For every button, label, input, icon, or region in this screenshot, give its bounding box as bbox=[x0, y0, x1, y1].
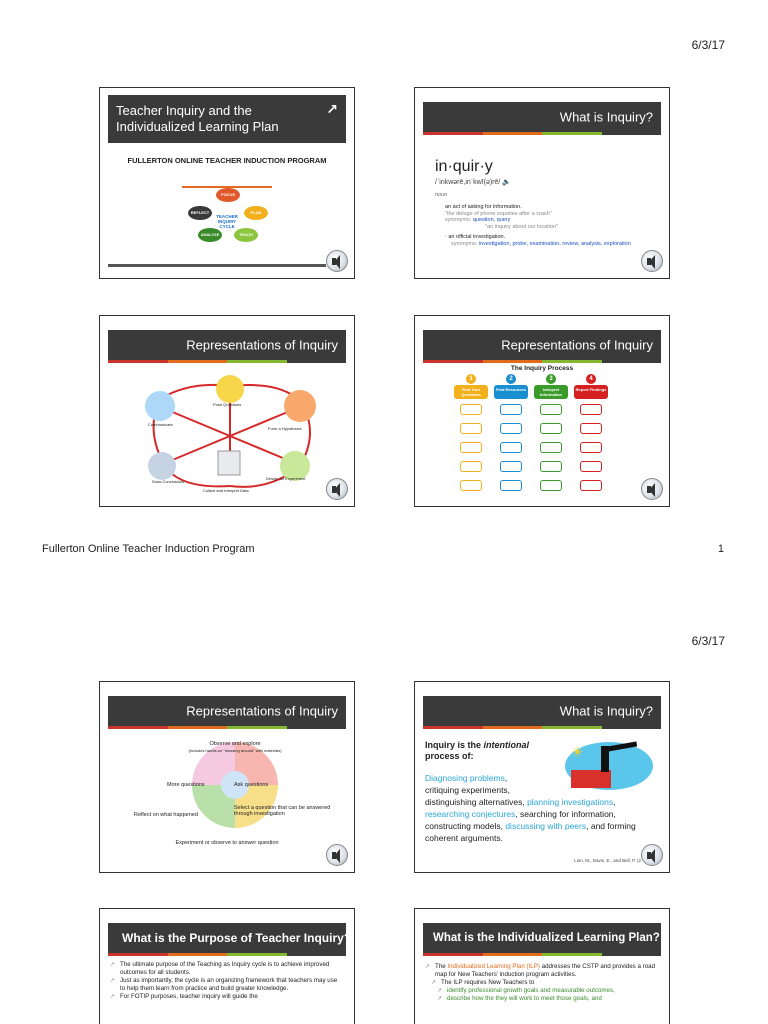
question-box bbox=[460, 461, 482, 472]
slide-title: What is Inquiry? bbox=[559, 703, 653, 719]
synonyms-2[interactable]: investigation, probe, examination, review, analysis, exploration bbox=[478, 240, 631, 247]
question-box bbox=[500, 442, 522, 453]
accent-stripe bbox=[108, 726, 346, 729]
part-of-speech: noun bbox=[435, 192, 448, 198]
arrow-up-right-icon: ↗ bbox=[326, 101, 338, 117]
definition-block: an act of asking for information. "the deluge of phone inquiries after a crash" synonyms: question, query "an inquiry about our location" · an official investigation. synonyms: investigation, probe, examination, review, analysis, exploration bbox=[445, 204, 655, 247]
page-date: 6/3/17 bbox=[691, 38, 725, 52]
question-box bbox=[460, 404, 482, 415]
step-header-1: Find Your Questions bbox=[454, 385, 488, 399]
page-footer-title: Fullerton Online Teacher Induction Program bbox=[42, 543, 255, 555]
definition-1: an act of asking for information. bbox=[445, 204, 522, 210]
slide-title-bar bbox=[108, 95, 346, 143]
slide-teacher-inquiry-title[interactable] bbox=[99, 87, 355, 279]
question-box bbox=[540, 480, 562, 491]
label-communicate: Communicate bbox=[148, 422, 173, 427]
slide-title: Representations of Inquiry bbox=[186, 703, 338, 719]
slide-representations-of-inquiry-2[interactable] bbox=[414, 315, 670, 507]
accent-stripe bbox=[423, 360, 661, 363]
teacher-inquiry-cycle-diagram bbox=[182, 188, 272, 256]
pronunciation: /ˈinkwərē,inˈkwī(ə)rē/ 🔈 bbox=[435, 179, 512, 186]
inquiry-process-list: Diagnosing problems, critiquing experiments, distinguishing alternatives, planning investigations, researching conjectures, searching for information, constructing models, discussing with peers, and forming coherent arguments. bbox=[425, 773, 636, 843]
synonyms-1[interactable]: question, query bbox=[472, 217, 511, 223]
question-box bbox=[460, 423, 482, 434]
slide-representations-of-inquiry-1[interactable] bbox=[99, 315, 355, 507]
page-date: 6/3/17 bbox=[691, 634, 725, 648]
slide-title-bar bbox=[423, 102, 661, 132]
label-form-hypothesis: Form a Hypothesis bbox=[268, 426, 302, 431]
cycle-center-label: TEACHER INQUIRY CYCLE bbox=[216, 214, 238, 229]
accent-stripe bbox=[423, 726, 661, 729]
step-number-1: 1 bbox=[466, 374, 476, 384]
example-1b: "an inquiry about our location" bbox=[485, 223, 559, 230]
speaker-icon[interactable] bbox=[641, 844, 663, 866]
slide-title-line1: Teacher Inquiry and the bbox=[116, 103, 252, 118]
question-box bbox=[500, 404, 522, 415]
slide-title-bar bbox=[423, 696, 661, 726]
bullet-4: ↗ describe how the they will work to meet those goals, and bbox=[425, 995, 661, 1003]
speaker-icon[interactable] bbox=[326, 478, 348, 500]
speaker-icon[interactable] bbox=[641, 250, 663, 272]
bullet-3: ↗ identify professional growth goals and measurable outcomes, bbox=[425, 987, 661, 995]
question-box bbox=[500, 480, 522, 491]
wheel-label-experiment: Experiment or observe to answer question bbox=[175, 840, 279, 846]
speaker-icon[interactable] bbox=[641, 478, 663, 500]
cycle-node-plan: PLAN bbox=[244, 206, 268, 220]
progress-bar bbox=[108, 264, 326, 267]
slide-title: What is the Individualized Learning Plan? bbox=[433, 932, 660, 944]
slide-title: Representations of Inquiry bbox=[186, 337, 338, 353]
wheel-label-reflect: Reflect on what happened bbox=[134, 812, 198, 818]
question-box bbox=[460, 480, 482, 491]
step-header-3: Interpret Information bbox=[534, 385, 568, 399]
speaker-icon[interactable] bbox=[326, 844, 348, 866]
wheel-label-select-question: Select a question that can be answered through investigation bbox=[234, 805, 331, 817]
synonyms-label: synonyms: bbox=[451, 240, 478, 247]
inquiry-wheel-diagram bbox=[190, 740, 280, 850]
accent-stripe bbox=[423, 953, 661, 956]
page-number: 1 bbox=[717, 543, 724, 555]
question-box bbox=[460, 442, 482, 453]
question-box bbox=[580, 404, 602, 415]
label-design-experiment: Design an Experiment bbox=[266, 476, 306, 481]
step-number-4: 4 bbox=[586, 374, 596, 384]
bullet-2: ↗ Just as importantly, the cycle is an organizing framework that teachers may use to help them learn from practice and build greater knowledge. bbox=[110, 977, 340, 993]
bullet-2: ↗ The ILP requires New Teachers to bbox=[425, 979, 661, 987]
cycle-node-analyze: ANALYZE bbox=[198, 228, 222, 242]
wheel-label-observe: Observe and explore (includes hands-on "messing around" with materials) bbox=[188, 741, 282, 753]
wheel-label-more-questions: More questions bbox=[167, 782, 205, 788]
slide-what-is-inquiry-process[interactable] bbox=[414, 681, 670, 873]
question-box bbox=[580, 423, 602, 434]
slide-subtitle: FULLERTON ONLINE TEACHER INDUCTION PROGRAM bbox=[127, 156, 327, 165]
lightbulb-icon bbox=[148, 452, 176, 480]
step-number-2: 2 bbox=[506, 374, 516, 384]
synonyms-label: synonyms: bbox=[445, 217, 472, 223]
sun-icon: ☀ bbox=[571, 744, 584, 760]
slide-title-bar bbox=[108, 923, 352, 953]
slide-title: What is Inquiry? bbox=[559, 109, 653, 125]
question-box bbox=[580, 461, 602, 472]
audio-icon[interactable]: 🔈 bbox=[502, 179, 512, 186]
step-number-3: 3 bbox=[546, 374, 556, 384]
slide-title: What is the Purpose of Teacher Inquiry? bbox=[122, 931, 352, 945]
inquiry-process-diagram bbox=[455, 374, 625, 502]
accent-stripe bbox=[108, 360, 346, 363]
inquiry-intro: Inquiry is the intentional process of: bbox=[425, 740, 530, 761]
cycle-node-teach: TEACH bbox=[234, 228, 258, 242]
slide-representations-of-inquiry-3[interactable] bbox=[99, 681, 355, 873]
accent-stripe bbox=[423, 132, 661, 135]
question-box bbox=[500, 461, 522, 472]
data-chart-icon bbox=[218, 451, 240, 475]
label-pose-questions: Pose Questions bbox=[213, 402, 242, 407]
question-box bbox=[580, 442, 602, 453]
slide-purpose-of-teacher-inquiry[interactable] bbox=[99, 908, 355, 1024]
slide-individualized-learning-plan[interactable] bbox=[414, 908, 670, 1024]
inquiry-process-title: The Inquiry Process bbox=[510, 365, 574, 372]
question-box bbox=[540, 461, 562, 472]
wheel-label-ask-questions: Ask questions bbox=[234, 782, 269, 788]
step-header-4: Report Findings bbox=[574, 385, 608, 399]
slide-title-line2: Individualized Learning Plan bbox=[116, 119, 279, 134]
label-collect-data: Collect and Interpret Data bbox=[203, 488, 249, 493]
label-draw-conclusions: Draw Conclusions bbox=[152, 479, 185, 484]
question-box bbox=[580, 480, 602, 491]
definition-2: an official investigation. bbox=[448, 234, 506, 240]
cycle-node-focus: FOCUS bbox=[216, 188, 240, 202]
question-box bbox=[500, 423, 522, 434]
bullet-1: ↗ The ultimate purpose of the Teaching as Inquiry cycle is to achieve improved outcomes for all students. bbox=[110, 961, 340, 977]
cycle-node-reflect: REFLECT bbox=[188, 206, 212, 220]
slide-title-bar bbox=[423, 330, 661, 360]
slide-title: Representations of Inquiry bbox=[501, 337, 653, 353]
dictionary-word: in·quir·y bbox=[435, 158, 493, 175]
slide-title-bar bbox=[108, 696, 346, 726]
question-box bbox=[540, 423, 562, 434]
slide-title-bar bbox=[423, 923, 661, 953]
accent-stripe bbox=[108, 953, 346, 956]
bullet-1: ↗ The Individualized Learning Plan (ILP) addresses the CSTP and provides a road map for New Teachers' induction program activities. bbox=[425, 963, 661, 979]
step-header-2: Find Resources bbox=[494, 385, 528, 399]
speaker-icon[interactable] bbox=[326, 250, 348, 272]
question-box bbox=[540, 404, 562, 415]
example-1: "the deluge of phone inquiries after a crash" bbox=[445, 210, 552, 217]
question-box bbox=[540, 442, 562, 453]
communicate-icon bbox=[145, 391, 175, 421]
ilp-bullets bbox=[425, 963, 661, 1003]
citation: Linn, M., Davis, E., and Bell, P. (2 bbox=[574, 858, 641, 863]
slide-what-is-inquiry-definition[interactable] bbox=[414, 87, 670, 279]
question-icon bbox=[216, 375, 244, 403]
hypothesis-icon bbox=[284, 390, 316, 422]
purpose-bullets bbox=[110, 961, 340, 1001]
bullet-3: ↗ For FOTIP purposes, teacher inquiry will guide the bbox=[110, 993, 340, 1001]
slide-title-bar bbox=[108, 330, 346, 360]
